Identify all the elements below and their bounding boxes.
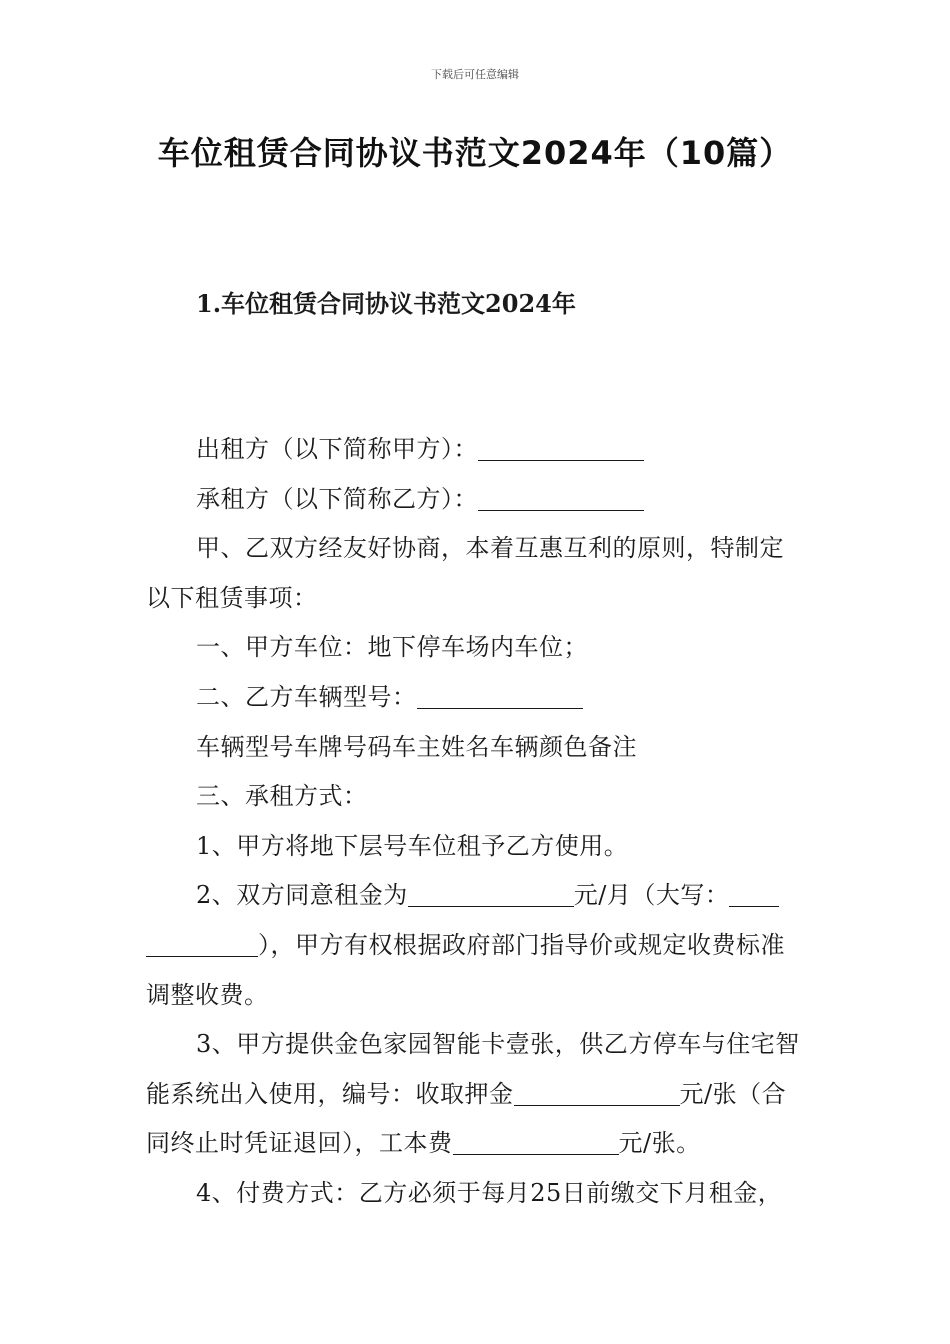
lessee-line <box>146 475 808 525</box>
item2-line <box>146 673 808 723</box>
section-heading: 1.车位租赁合同协议书范文2024年 <box>196 289 576 318</box>
rent-words-blank-a <box>729 876 779 907</box>
intro-paragraph: 甲、乙双方经友好协商，本着互惠互利的原则，特制定以下租赁事项： <box>146 534 784 612</box>
rent-words-blank-b <box>146 926 258 957</box>
lessor-line <box>146 425 808 475</box>
header-note: 下载后可任意编辑 <box>431 68 519 81</box>
item3-paragraph: 三、承租方式： <box>196 782 368 811</box>
clause2-paragraph <box>146 871 808 1020</box>
lessor-label: 出租方（以下简称甲方）： <box>196 435 478 463</box>
clause3-part-b: 元/张（合同终止时凭证退回），工本费 <box>146 1079 787 1158</box>
document-title: 车位租赁合同协议书范文2024年（10篇） <box>157 134 793 172</box>
item1-paragraph: 一、甲方车位：地下停车场内车位； <box>196 633 588 662</box>
contract-body <box>146 425 808 1219</box>
lessor-blank <box>478 430 644 461</box>
lessee-label: 承租方（以下简称乙方）： <box>196 484 478 513</box>
lessee-blank <box>478 480 644 511</box>
clause4-paragraph: 4、付费方式：乙方必须于每月25日前缴交下月租金， <box>196 1178 783 1207</box>
vehicle-model-blank <box>417 678 583 709</box>
clause2-part-c: ），甲方有权根据政府部门指导价或规定收费标准调整收费。 <box>146 930 785 1009</box>
clause2-part-a: 2、双方同意租金为 <box>196 881 408 910</box>
vehicle-table-header: 车辆型号车牌号码车主姓名车辆颜色备注 <box>196 732 637 761</box>
clause3-part-a: 3、甲方提供金色家园智能卡壹张，供乙方停车与住宅智能系统出入使用，编号：收取押金 <box>146 1030 800 1108</box>
clause1-paragraph: 1、甲方将地下层号车位租予乙方使用。 <box>196 831 629 860</box>
deposit-blank <box>514 1075 680 1106</box>
clause3-part-c: 元/张。 <box>618 1129 701 1158</box>
card-fee-blank <box>453 1124 619 1155</box>
clause3-paragraph <box>146 1020 808 1169</box>
item2-label: 二、乙方车辆型号： <box>196 682 417 711</box>
rent-amount-blank <box>408 876 574 907</box>
clause2-part-b: 元/月（大写： <box>573 881 730 910</box>
